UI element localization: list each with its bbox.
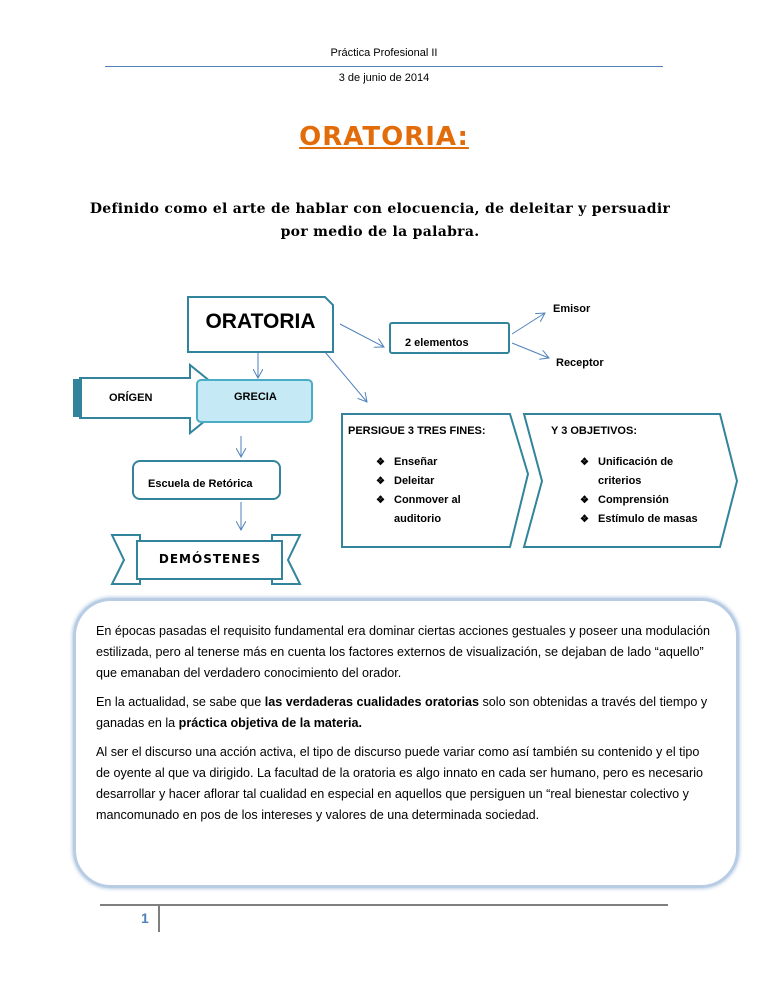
elements-box: [389, 322, 510, 354]
paragraph-3: Al ser el discurso una acción activa, el tipo de discurso puede variar como así también su contenido y el tipo de oyente al que va dirigido. La facultad de la oratoria es algo innato en cada ser humano, pero es necesario desarrollar y hacer aflorar tal cualidad en especial en aquellos que persiguen un “real bienestar colectivo y mancomunado en pos de los intereses y valores de una determinada sociedad.: [96, 745, 704, 822]
diagram-main: ORATORIA: [205, 310, 316, 333]
fine-item: ❖ Enseñar: [372, 453, 461, 472]
header-course: Práctica Profesional II: [330, 47, 438, 59]
elements-label: 2 elementos: [405, 337, 469, 349]
footer-divider: [100, 904, 668, 906]
escuela-label: Escuela de Retórica: [148, 478, 253, 490]
paragraph-2: [96, 692, 716, 734]
objetivo-item: ❖ Estímulo de masas: [576, 510, 698, 529]
objetivos-list: [576, 453, 698, 529]
emisor-label: Emisor: [553, 303, 591, 315]
demostenes-label: DEMÓSTENES: [158, 552, 262, 566]
p2-text: solo son obtenidas a través del tiempo y ganadas en la: [96, 695, 708, 730]
definition: Definido como el arte de hablar con elocuencia, de deleitar y persuadir por medio de la palabra.: [89, 201, 671, 240]
objetivo-cont-text: criterios: [598, 475, 642, 487]
objetivo-item: ❖ Comprensión: [576, 491, 698, 510]
fines-list: [372, 453, 461, 529]
p2-bold: las verdaderas cualidades oratorias: [264, 695, 479, 709]
origin-label: ORÍGEN: [109, 392, 153, 404]
objetivos-title: Y 3 OBJETIVOS:: [551, 425, 637, 437]
fine-item: ❖ Deleitar: [372, 472, 461, 491]
page-title: ORATORIA:: [299, 122, 469, 152]
origin-arrow-tail: [73, 379, 82, 417]
banner-left: [112, 535, 140, 584]
fine-cont-text: auditorio: [394, 513, 442, 525]
escuela-box: [132, 460, 281, 500]
paragraph-1: En épocas pasadas el requisito fundamental era dominar ciertas acciones gestuales y poseer una modulación estilizada, pero al tenerse más en cuenta los factores externos de visualización, se dejaban de lado “aquello” que emanaban del verdadero conocimiento del orador.: [96, 624, 710, 680]
receptor-label: Receptor: [556, 357, 604, 369]
page-number: 1: [141, 910, 149, 926]
fines-title: PERSIGUE 3 TRES FINES:: [348, 425, 486, 437]
header-date: 3 de junio de 2014: [338, 72, 430, 84]
p2-bold: práctica objetiva de la materia.: [178, 716, 363, 730]
objetivo-item-cont: [576, 472, 698, 491]
footer-vertical: [158, 904, 160, 932]
p2-text: En la actualidad, se sabe que: [96, 695, 265, 709]
objetivo-item: ❖ Unificación de: [576, 453, 698, 472]
grecia-label: GRECIA: [234, 391, 277, 403]
text-panel: [73, 598, 739, 888]
fine-item-cont: [372, 510, 461, 529]
fine-item: ❖ Conmover al: [372, 491, 461, 510]
